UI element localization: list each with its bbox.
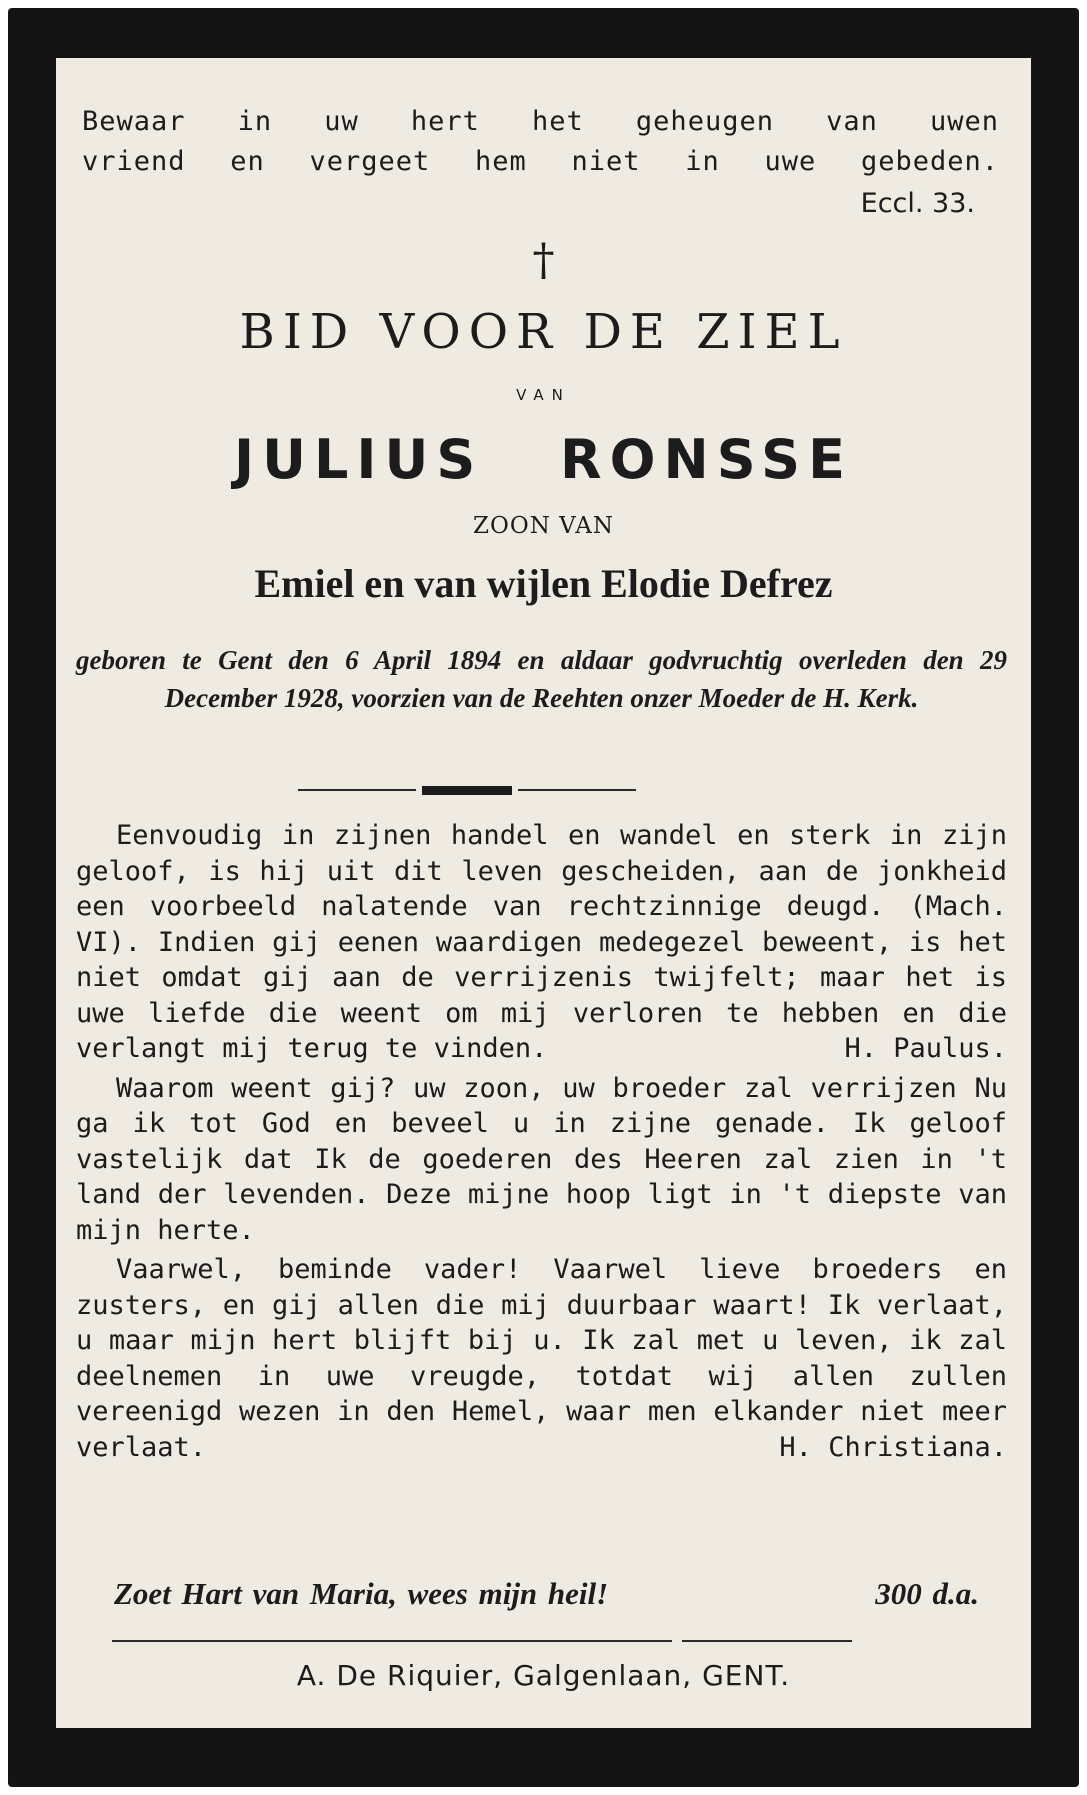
prayer-heading: BID VOOR DE ZIEL [239, 304, 848, 360]
paragraph-2-text: Waarom weent gij? uw zoon, uw broeder zal verrijzen Nu ga ik tot God en beveel u in zijne genade. Ik geloof vastelijk dat Ik de goederen des Heeren zal zien in 't land der levenden. Deze mijne hoop ligt in 't diepste van mijn herte. [76, 1072, 1007, 1246]
parents-names: Emiel en van wijlen Elodie Defrez [254, 561, 833, 606]
quote-line-2: vriend en vergeet hem niet in uwe gebeden. [82, 146, 999, 177]
quote-line-1: Bewaar in uw hert het geheugen van uwen [82, 106, 999, 137]
paragraph-3 [76, 1252, 1007, 1465]
ornamental-divider [56, 784, 1031, 796]
memorial-card [8, 8, 1079, 1787]
paragraph-1 [76, 818, 1007, 1067]
van-label: VAN [516, 386, 571, 404]
closing-prayer [56, 1576, 1031, 1612]
paragraph-1-text: Eenvoudig in zijnen handel en wandel en sterk in zijn geloof, is hij uit dit leven gescheiden, aan de jonkheid een voorbeeld nalatende van rechtzinnige deugd. (Mach. VI). Indien gij eenen waardigen medegezel beweent, is het niet omdat gij aan de verrijzenis twijfelt; maar het is uwe liefde die weent om mij verloren te hebben en die verlangt mij terug te vinden. [76, 820, 1007, 1064]
cross-icon: † [532, 235, 555, 286]
printer-imprint: A. De Riquier, Galgenlaan, GENT. [296, 1659, 791, 1692]
footer-divider [56, 1638, 1031, 1644]
quote-reference: Eccl. 33. [860, 188, 975, 219]
signature-paulus: H. Paulus. [844, 1033, 1007, 1064]
deceased-name: JULIUS RONSSE [234, 428, 853, 491]
signature-christiana: H. Christiana. [779, 1431, 1007, 1463]
opening-quote [56, 102, 1031, 182]
paragraph-3-text: Vaarwel, beminde vader! Vaarwel lieve broeders en zusters, en gij allen die mij duurbaar waart! Ik verlaat, u maar mijn hert blijft bij u. Ik zal met u leven, ik zal deelnemen in uwe vreugde, totdat wij allen zullen vereenigd wezen in den Hemel, waar men elkander niet meer verlaat. [76, 1254, 1007, 1463]
paragraph-2 [76, 1071, 1007, 1249]
son-of-label: ZOON VAN [473, 513, 614, 539]
memorial-text [56, 818, 1031, 1469]
indulgence-days: 300 d.a. [875, 1576, 979, 1611]
birth-death-details: geboren te Gent den 6 April 1894 en aldaar godvruchtig overleden den 29 December 1928, voorzien van de Reehten onzer Moeder de H. Kerk. [76, 645, 1007, 713]
card-paper [56, 58, 1031, 1728]
prayer-text: Zoet Hart van Maria, wees mijn heil! [114, 1576, 609, 1611]
